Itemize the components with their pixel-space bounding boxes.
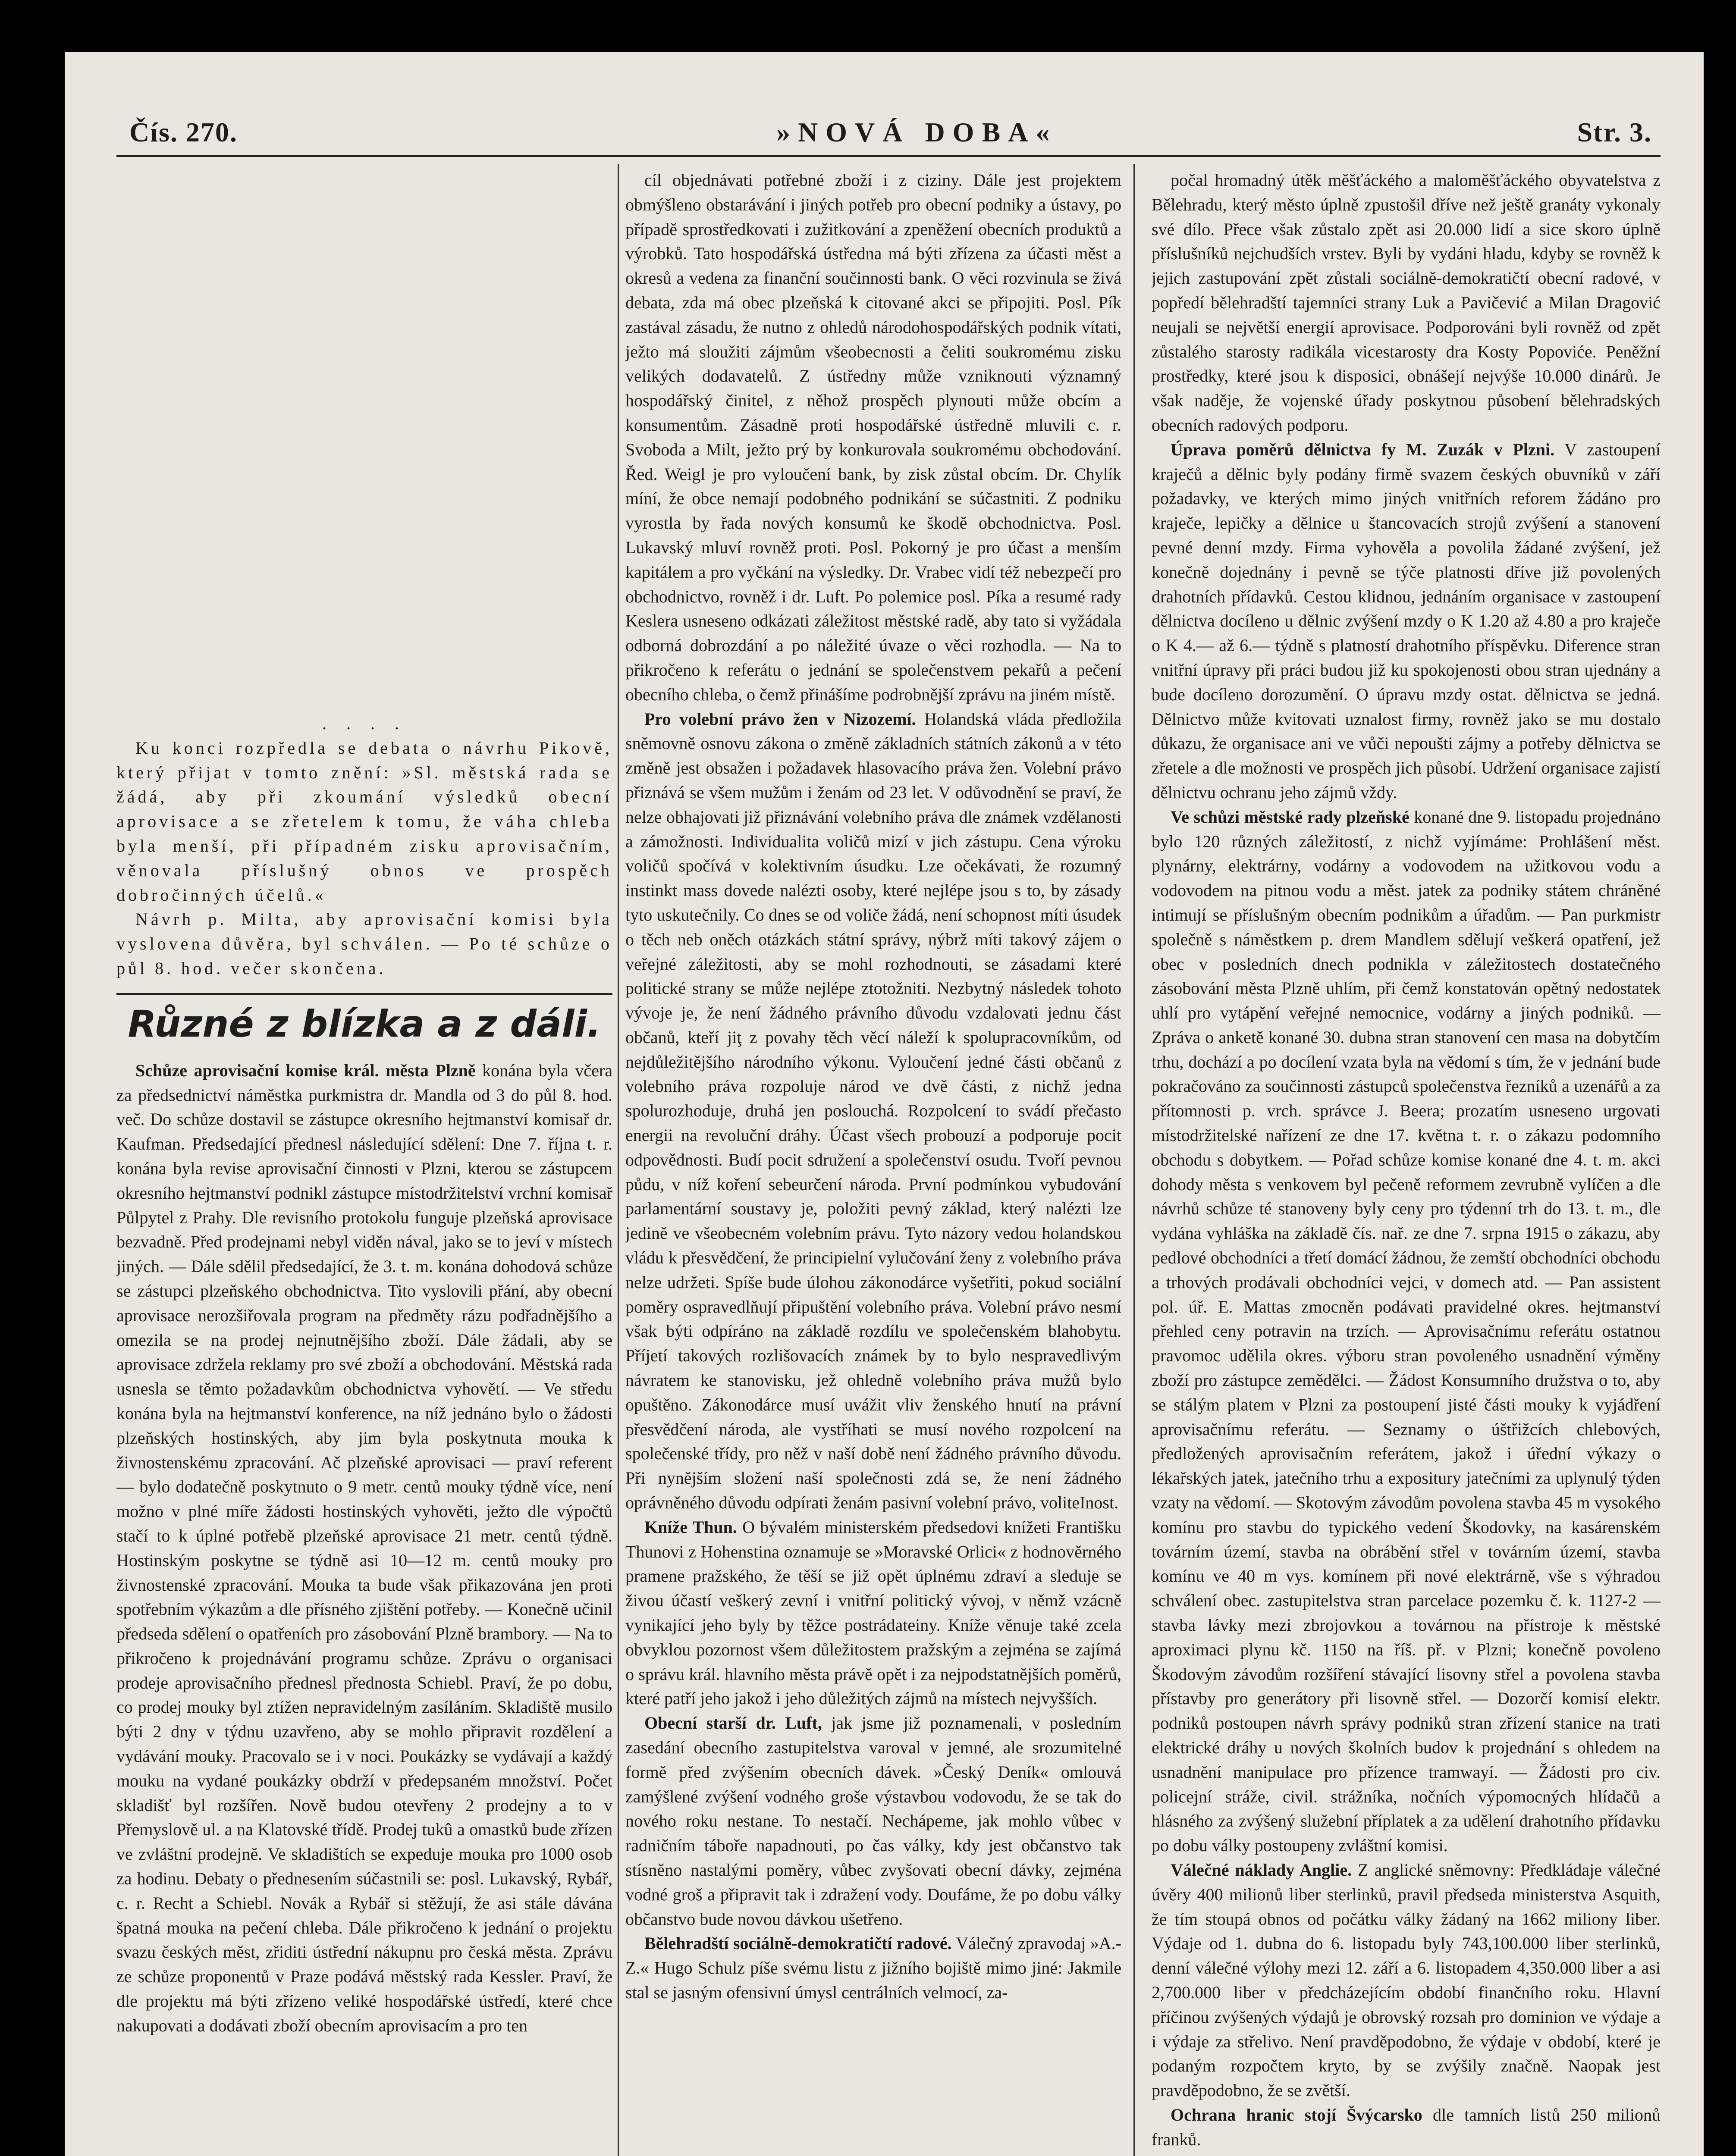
article-paragraph [625,1711,1121,1931]
article-paragraph [625,1515,1121,1711]
milt-proposal-paragraph: Návrh p. Milta, aby aprovisační komisi byla vyslovena důvěra, byl schválen. — Po té schůze o půl 8. hod. večer skončena. [116,909,612,978]
column-3 [1152,168,1661,2156]
article-paragraph [1152,805,1661,1858]
article-headword: Pro volební právo žen v Nizozemí. [644,709,916,729]
column-divider [618,164,619,2156]
article-body: cíl objednávati potřebné zboží i z ciziny. Dále jest projektem obmýšleno obstarávání i jiných potřeb pro obecní podniky a ústavy, po případě sprostředkovati i zužitkování a zpeněžení obecních produktů a výrobků. Tato hospodářská ústředna má býti zřízena za účasti měst a okresů a vedena za finanční součinnosti bank. O věci rozvinula se živá debata, zda má obec plzeňská k citované akci se připojiti. Posl. Pík zastával zásadu, že nutno z ohledů národohospodářských podnik vítati, ježto má sloužiti zájmům všeobecnosti a čeliti soukromému zisku velikých dodavatelů. Z ústředny může vzniknouti významný hospodářský činitel, z něhož prospěch plynouti může obcím a konsumentům. Zásadně proti hospodářské ústředně mluvili c. r. Svoboda a Milt, ježto prý by konkurovala soukromému obchodování. Řed. Weigl je pro vyloučení bank, by zisk zůstal obcím. Dr. Chylík míní, že obce nemají podobného podnikání se súčastniti. Z podniku vyrostla by řada nových konsumů ke škodě obchodnictva. Posl. Lukavský mluví rovněž proti. Posl. Pokorný je pro účast a menším kapitálem a pro vyčkání na výsledky. Dr. Vrabec vidí též nebezpečí pro obchodnictvo, rovněž i dr. Luft. Po polemice posl. Píka a resumé rady Keslera usneseno odkázati záležitost městské radě, aby tato si vyžádala odborná dobrozdání a po náležité úvaze o věci rozhodla. — Na to přikročeno k referátu o jednání se společenstvem pekařů a pečení obecního chleba, o čemž přinášíme podrobnější zprávu na jiném místě. [625,170,1121,704]
article-headword: Bělehradští sociálně-demokratičtí radové. [644,1934,952,1953]
page-number: Str. 3. [1577,117,1652,147]
article-paragraph [625,707,1121,1515]
article-body: konána byla včera za předsednictví náměstka purkmistra dr. Mandla od 3 do půl 8. hod. več. Do schůze dostavil se zástupce okresního hejtmanství komisař dr. Kaufman. Předsedající přednesl následující sdělení: Dne 7. října t. r. konána byla revise aprovisační činnosti v Plzni, kterou se zástupcem okresního hejtmanství podnikl zástupce místodržitelství vrchní komisař Půlpytel z Prahy. Dle revisního protokolu funguje plzeňská aprovisace bezvadně. Před prodejnami nebyl viděn nával, jako se to jeví v místech jiných. — Dále sdělil předsedající, že 3. t. m. konána dohodová schůze se zástupci plzeňského obchodnictva. Tito vyslovili přání, aby obecní aprovisace nerozšiřovala program na předměty rázu podřadnějšího a omezila se na prodej nejnutnějšího zboží. Dále žádali, aby se aprovisace zdržela reklamy pro své zboží a obchodování. Městská rada usnesla se těmto požadavkům obchodnictva vyhovětí. — Ve středu konána byla na hejtmanství konference, na níž jednáno bylo o žádosti plzeňských hostinských, aby jim byla poskytnuta mouka k živnostenskému zpracování. Ač plzeňské aprovisaci — praví referent — bylo dodatečně poskytnuto o 9 metr. centů mouky týdně více, není možno v plné míře žádosti hostinských vyhověti, ježto dle výpočtů stačí to k úplné potřebě plzeňské aprovisace 21 metr. centů týdně. Hostinským poskytne se týdně asi 10—12 m. centů mouky pro živnostenské zpracování. Mouka ta bude však přikazována jen proti spotřebním výkazům a dle přísného zjištění potřeby. — Konečně učinil předseda sdělení o opatřeních pro zásobování Plzně brambory. — Na to přikročeno k projednávání programu schůze. Zprávu o organisaci prodeje aprovisačního přednesl přednosta Schiebl. Praví, že po dobu, co prodej mouky byl ztížen nepravidelným zasíláním. Skladiště musilo býti 2 dny v týdnu uzavřeno, aby se mohlo připravit rozdělení a vydávání mouky. Pracovalo se i v noci. Poukázky se vydávají a každý mouku na vydané poukázky obdrží v předepsaném množství. Počet skladišť byl rozšířen. Nově budou otevřeny 2 prodejny a to v Přemyslově ul. a na Klatovské třídě. Prodej tukû a omastků bude zřízen ve zvláštní prodejně. Ve skladištích se expeduje mouka pro 1000 osob za hodinu. Debaty o přednesením súčastnili se: posl. Lukavský, Rybář, c. r. Recht a Schiebl. Novák a Rybář si stěžují, že asi stále dávána špatná mouka na pečení chleba. Dále přikročeno k jednání o projektu svazu českých měst, zřiditi ústřední nákupnu pro česká města. Zprávu ze schůze proponentů v Praze podává městský rada Kessler. Praví, že dle projektu má býti zřízeno veliké hospodářské ústředí, které chce nakupovati a dodávati zboží obecním aprovisacím a pro ten [116,1060,612,2035]
article-paragraph [1152,2103,1661,2152]
issue-number: Čís. 270. [129,117,238,147]
article-paragraph [116,1059,612,2038]
article-headword: Válečné náklady Anglie. [1171,1860,1352,1880]
column-1 [116,168,612,2156]
meeting-end-paragraph: Ku konci rozpředla se debata o návrhu Pikově, který přijat v tomto znění: »Sl. městská rada se žádá, aby při zkoumání výsledků obecní aprovisace a se zřetelem k tomu, že váha chleba byla menší, při případném zisku aprovisačním, věnovala příslušný obnos ve prospěch dobročinných účelů.« [116,738,612,905]
article-body: O bývalém ministerském předsedovi knížeti Františku Thunovi z Hohenstina oznamuje se »Moravské Orlici« z hodnověrného pramene pražského, že těší se již opět úplnému zdraví a sleduje se živou účastí veškerý zevní i vnitřní politický vývoj, v němž vzácně vynikající jeho byly by těžce postrádateiny. Kníže věnuje také zcela obvyklou pozornost všem důležitostem pražským a zejména se zajímá o správu král. hlavního města právě opět i za nejpodstatnějších poměrů, které patří jeho jakož i jeho důležitých zájmů na místech nejvyšších. [625,1517,1121,1708]
article-body: konané dne 9. listopadu projednáno bylo 120 různých záležitostí, z nichž vyjímáme: Prohlášení měst. plynárny, elektrárny, vodárny a vodovodem na užitkovou vodu a vodovodem na pitnou vodu a měst. jatek za podniky státem chráněné intimují se příslušným obecním podnikům a úřadům. — Pan purkmistr společně s náměstkem p. drem Mandlem sdělují veškerá opatření, jež obec v posledních dnech podnikla v záležitostech dostatečného zásobování města Plzně uhlím, při čemž konstatován opětný nedostatek uhlí pro vytápění veřejné nemocnice, vodárny a jiných podniků. — Zpráva o anketě konané 30. dubna stran stanovení cen masa na dobytčím trhu, dochází a po docílení vzata byla na vědomí s tím, že v jednání bude pokračováno za součinnosti zástupců společenstva řezníků a uzenářů a za přítomnosti p. vrch. správce J. Beera; prozatím usneseno urgovati místodržitelské nařízení ze dne 17. května t. r. o zákazu podomního obchodu s dobytkem. — Pořad schůze komise konané dne 4. t. m. akci dohody města s venkovem byl pečeně reformem zevrubně vylíčen a dle návrhů schůze té stanoveny byly ceny pro týdenní trh do 13. t. m., dle vydána vyhláška na základě čís. nař. ze dne 7. srpna 1915 o zákazu, aby pedlové obchodníci a třetí domácí žádnou, že zemští obchodníci obchodu a trhových prodávali obchodníci vejci, v domech atd. — Pan assistent pol. úř. E. Mattas zmocněn podávati pravidelné okres. hejtmanství přehled ceny potravin na trzích. — Aprovisačnímu referátu ostatnou pravomoc udělila okres. výboru stran povoleného usnadnění výměny zboží pro zástupce zemědělci. — Žádost Konsumního družstva o to, aby se stálým platem v Plzni za postoupení jisté části mouky k vyjádření aprovisačnímu referátu. — Seznamy o úštřižcích chlebových, předložených aprovisačním referátem, jakož i úřední výkazy o lékařských jatek, jatečního trhu a expositury jatečními za uplynulý týden vzaty na vědomí. — Skotovým závodům povolena stavba 45 m vysokého komínu pro stavbu do typického vedení Škodovky, na kasárenském továrním území, stavba na obrábění střel v továrním území, stavba komínu ve 40 m vys. komínem při nové elektrárně, vše s výhradou schválení obec. zastupitelstva stran parcelace pozemku č. k. 1127-2 — stavba lávky mezi zbrojovkou a továrnou na přístroje k městské aproximaci plynu kč. 1150 na říš. př. v Plzni; konečně povoleno Škodovým závodům rozšíření stávající lisovny střel a povolena stavba přístavby pro generátory při lisovně střel. — Dozorčí komisí elektr. podniků postoupen návrh správy podniků stran zřízení stanice na trati elektrické dráhy u nových školních budov k projednání s ohledem na usnadnění manipulace pro přízence tramwayí. — Žádosti pro civ. policejní stráže, civil. strážníka, nočních výpomocných hlídačů a hlásného za zvýšený služební příplatek a za udělení drahotního přídavku po dobu války postoupeny zvláštní komisi. [1152,807,1661,1855]
article-headword: Ve schůzi městské rady plzeňské [1171,807,1410,827]
article-headword: Kníže Thun. [644,1517,737,1537]
article-paragraph [625,1931,1121,2005]
separator-dots: . . . . [322,714,407,733]
article-body: V zastoupení kraječů a dělnic byly podány firmě svazem českých obuvníků v září požadavky, ve kterých mimo jiných vnitřních reforem žádáno pro kraječe, lepičky a dělnice u štancovacích strojů zvýšení a stanovení pevné denní mzdy. Firma vyhověla a povolila žádané zvýšení, jež konečně dojednány i pevně se týče platnosti dříve již povolených drahotních přídavků. Cestou klidnou, jednáním organisace v zastoupení dělnictva docíleno u dělnic zvýšení mzdy o K 1.20 až 4.80 a pro kraječe o K 4.— až 6.— týdně s platností drahotního příspěvku. Diference stran vnitřní úpravy při práci budou již ku spokojenosti obou stran ujednány a bude docíleno dorozumění. O úpravu mzdy ostat. dělnictva se jedná. Dělnictvo může kvitovati uznalost firmy, rovněž jako se mu dostalo důkazu, že organisace ani ve vůči nepoušti zájmy a potřeby dělnictva se zřetele a dle možnosti ve prospěch jich působí. Udržení organisace zajistí dělnictvu ochranu jeho zájmů vždy. [1152,439,1661,802]
article-body: jak jsme již poznamenali, v posledním zasedání obecního zastupitelstva varoval v jemné, ale srozumitelné formě před zvýšením obecních dávek. »Český Deník« omlouvá zamýšlené zvýšení vodného groše výstavbou vodovodu, že se tak do nového roku nestane. To nestačí. Nechápeme, jak mohlo vůbec v radničním táboře napadnouti, po čas války, kdy jest občanstvo tak stísněno nastalými poměry, vůbec zvyšovati obecní dávky, zejména vodné groš a připravit tak i zdražení vody. Doufáme, že po dobu války občanstvo bude novou dávkou ušetřeno. [625,1713,1121,1929]
article-paragraph [1152,438,1661,805]
article-paragraph [1152,1858,1661,2103]
article-body: Z anglické sněmovny: Předkládaje válečné úvěry 400 milionů liber sterlinků, pravil předseda ministerstva Asquith, že tím stoupá obnos od počátku války žádaný na 1662 miliony liber. Výdaje od 1. dubna do 6. listopadu byly 743,100.000 liber sterlinků, denní válečné výlohy mezi 12. září a 6. listopadem 4,350.000 liber a asi 2,700.000 liber v předcházejícím období finančního roku. Hlavní příčinou zvýšených výdajů je obrovský rozsah pro dominion ve výdaje a i výdaje za střelivo. Není pravděpodobno, že výdaje v období, které je podaným rozpočtem kryto, by se zvýšily značně. Naopak jest pravděpodobno, že se zvětší. [1152,1860,1661,2100]
article-headword: Úprava poměrů dělnictva fy M. Zuzák v Plzni. [1171,439,1555,459]
article-paragraph [1152,168,1661,438]
article-body: Holandská vláda předložila sněmovně osnovu zákona o změně základních státních zákonů a v této změně jest obsažen i požadavek hlasovacího práva žen. Volební právo přiznává se všem mužům i ženám od 23 let. V odůvodnění se praví, že nelze obhajovati již přiznávání volebního práva dle známek vzdělanosti a zámožnosti. Individualita voličů mizí v jich zástupu. Cena výroku voličů spočívá v kolektivním úsudku. Lze očekávati, že rozumný instinkt mass dovede nalézti osoby, které nejlépe jsou s to, by zásady tyto uskutečnily. Co dnes se od voliče žádá, není schopnost míti úsudek o těch neb oněch otázkách státní správy, nýbrž míti takový zájem o veřejné záležitosti, aby se mohl rozhodnouti, se zásadami které politické strany se může nejlépe ztotožniti. Nezbytný následek tohoto vývoje je, že není žádného právního důvodu vzdalovati jednu část občanů, kteří jiţ z povahy těch věcí náleží k spolupracovníkům, od nejdůležitějšího národního výkonu. Vyloučení jedné části občanů z volebního práva rozpoluje národ ve dvě části, z nichž jedna spolurozhoduje, druhá jen poslouchá. Rozpolcení to svádí přečasto energii na revoluční dráhy. Účast všech probouzí a podporuje pocit odpovědnosti. Budí pocit sdružení a společenství osudu. Tvoří pevnou půdu, v níž koření sebeurčení národa. První podmínkou vybudování parlamentární soustavy je, položiti pevný základ, který nalézti lze jedině ve všeobecném volebním právu. Tyto názory vedou holandskou vládu k přesvědčení, že principielní vylučování ženy z volebního práva nelze udržeti. Spíše bude úlohou zákonodárce vyšetřiti, pokud sociální poměry ospravedlňují připuštění volebního práva. Volební právo nesmí však býti odpíráno na základě rozdílu ve společenském blahobytu. Příjetí takových rozlišovacích známek by to bylo nespravedlivým návratem ke stanovisku, jež ohledně volebního práva mužů bylo opuštěno. Zákonodárce musí uvážit vliv ženského hnutí na právní přesvědčení národa, ale vystříhati se musí nového rozpolcení na společenské třídy, pro něž v naší době není žádného právního důvodu. Při nynějším složení naší společnosti zdá se, že není žádného oprávněného důvodu odpírati ženám pasivní volební právo, voliteInost. [625,709,1121,1513]
blank-area [116,168,612,711]
article-body: počal hromadný útěk měšťáckého a maloměšťáckého obyvatelstva z Bělehradu, který město úplně zpustošil dříve než ještě granáty vykonaly své dílo. Přece však zůstalo zpět asi 20.000 lidí a sice skoro úplně příslušníků nejchudších vrstev. Byli by vydáni hladu, kdyby se rovněž k jejich zastupování zpět zůstali sociálně-demokratičtí obecní radové, v popředí bělehradští tajemníci strany Luk a Pavičević a Milan Dragović neujali se největší energií aprovisace. Podporováni byli rovněž od zpět zůstalého starosty radikála vicestarosty dra Kosty Popoviće. Peněžní prostředky, které jsou k disposici, obnášejí nejvýše 10.000 dinárů. Je však naděje, že vojenské úřady poskytnou působení bělehradských obecních radových podporu. [1152,170,1661,435]
article-paragraph [625,168,1121,707]
header-rule [116,155,1661,157]
masthead-title: »NOVÁ DOBA« [776,117,1058,147]
article-body: Válečný zpravodaj »A.-Z.« Hugo Schulz píše svému listu z jižního bojiště mimo jiné: Jakmile stal se jasným ofensivní úmysl centrálních velmocí, za- [625,1934,1121,2002]
column-2 [625,168,1121,2156]
section-heading: Různé z blízka a z dáli. [116,993,612,1046]
article-headword: Schůze aprovisační komise král. města Plzně [135,1060,476,1080]
newspaper-page [65,52,1704,2156]
column-divider [1133,164,1135,2156]
article-body: dle tamních listů 250 milionů franků. [1152,2105,1661,2149]
article-headword: Obecní starší dr. Luft, [644,1713,822,1733]
article-headword: Ochrana hranic stojí Švýcarsko [1171,2105,1422,2125]
